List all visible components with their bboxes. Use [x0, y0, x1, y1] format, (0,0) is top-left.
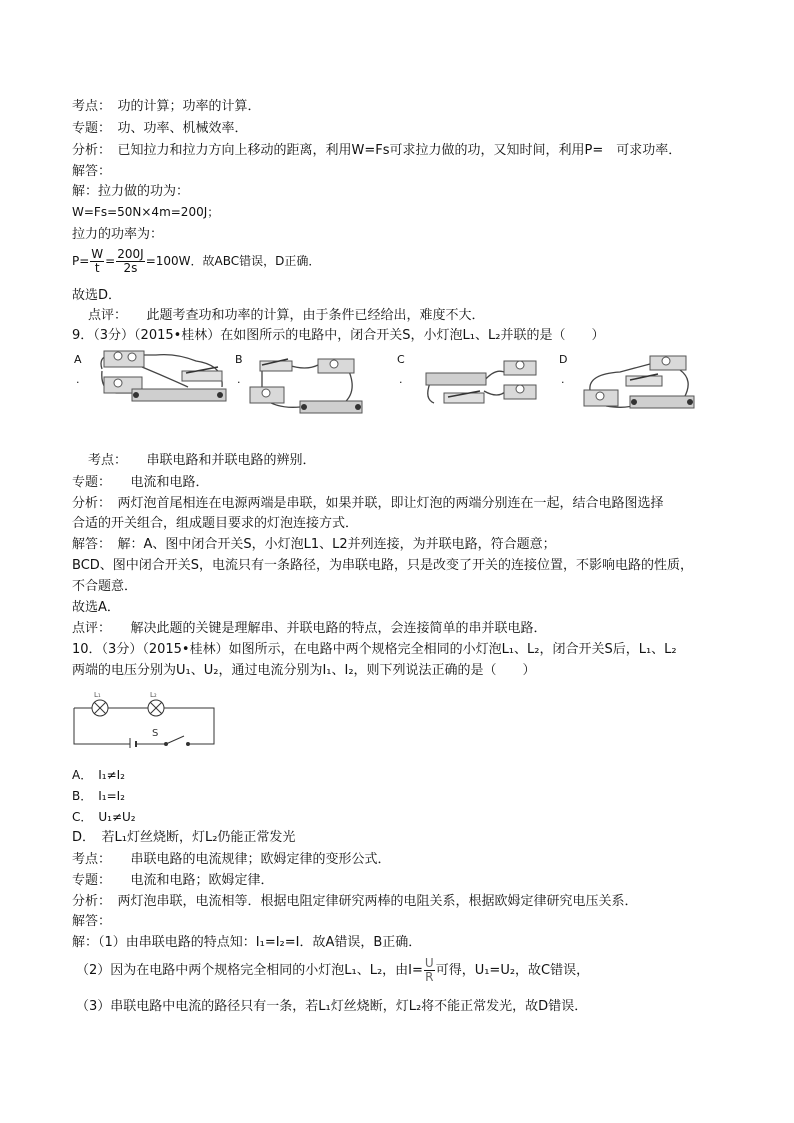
q9-option-d-dot: . [561, 373, 565, 386]
q10-kaodian: 考点： 串联电路的电流规律；欧姆定律的变形公式． [72, 852, 391, 867]
q9-jieda-line1: 解答： 解：A、图中闭合开关S，小灯泡L1、L2并列连接，为并联电路，符合题意； [72, 537, 556, 552]
q8-zhuanti: 专题： 功、功率、机械效率． [72, 121, 248, 136]
q10-option-c: C． U₁≠U₂ [72, 810, 136, 824]
q10-option-d: D． 若L₁灯丝烧断，灯L₂仍能正常发光 [72, 830, 296, 845]
q8-jieda-label: 解答： [72, 164, 112, 179]
q9-option-c-label: C [397, 353, 405, 366]
lamp-l1-icon [92, 700, 108, 716]
q9-option-b-dot: . [237, 373, 241, 386]
q9-circuit-diagram-d [580, 350, 698, 414]
q9-stem: 9．（3分）（2015•桂林）在如图所示的电路中，闭合开关S，小灯泡L₁、L₂并联的是（ ） [72, 328, 605, 343]
q10-stem-line1: 10．（3分）（2015•桂林）如图所示，在电路中两个规格完全相同的小灯泡L₁、L₂，闭合开关S后，L₁、L₂ [72, 642, 677, 657]
battery-icon [130, 738, 136, 748]
q10-step2: （2）因为在电路中两个规格完全相同的小灯泡L₁、L₂，由I= $\frac{U}{R}$ 可得，U₁=U₂，故C错误， [76, 956, 590, 984]
fraction-w-over-t: $\frac{W}{t}$ [91, 247, 104, 275]
q9-comment: 点评： 解决此题的关键是理解串、并联电路的特点，会连接简单的串并联电路． [72, 621, 547, 636]
q9-jieda-line3: 不合题意． [72, 579, 138, 594]
lamp-l2-icon [148, 700, 164, 716]
q9-circuit-diagram-c [422, 355, 538, 409]
q8-answer: 故选D． [72, 288, 122, 303]
q8-fenxi: 分析： 已知拉力和拉力方向上移动的距离，利用W=Fs可求拉力做的功，又知时间，利用P= 可求功率． [72, 143, 682, 158]
q9-fenxi-line1: 分析： 两灯泡首尾相连在电源两端是串联，如果并联，即让灯泡的两端分别连在一起，结合电路图选择 [72, 496, 664, 511]
q8-kaodian: 考点： 功的计算；功率的计算． [72, 99, 261, 114]
q10-step3: （3）串联电路中电流的路径只有一条，若L₁灯丝烧断，灯L₂将不能正常发光，故D错误． [76, 999, 588, 1014]
q9-circuit-diagram-b [248, 351, 366, 415]
q10-jieda-label: 解答： [72, 914, 112, 929]
q9-zhuanti: 专题： 电流和电路． [72, 475, 209, 490]
q9-option-a-dot: . [76, 373, 80, 386]
fraction-200j-over-2s: $\frac{200J}{2s}$ [117, 247, 144, 275]
q8-power-equation: P= $\frac{W}{t}$ = $\frac{200J}{2s}$ =100W．故ABC错误，D正确． [72, 247, 321, 275]
q10-series-circuit-diagram [70, 690, 220, 748]
q9-answer: 故选A． [72, 600, 120, 615]
q9-fenxi-line2: 合适的开关组合，组成题目要求的灯泡连接方式． [72, 516, 359, 531]
q9-jieda-line2: BCD、图中闭合开关S，电流只有一条路径，为串联电路，只是改变了开关的连接位置，不影响电路的性质， [72, 558, 694, 573]
q8-comment: 点评： 此题考查功和功率的计算，由于条件已经给出，难度不大． [88, 308, 485, 323]
switch-icon [144, 736, 190, 746]
q9-option-d-label: D [559, 353, 568, 366]
q10-option-a: A． I₁≠I₂ [72, 768, 125, 782]
q10-zhuanti: 专题： 电流和电路；欧姆定律． [72, 873, 274, 888]
q10-stem-line2: 两端的电压分别为U₁、U₂，通过电流分别为I₁、I₂，则下列说法正确的是（ ） [72, 663, 536, 678]
q10-circuit-l2-label: L₂ [150, 691, 157, 699]
q9-kaodian: 考点： 串联电路和并联电路的辨别． [88, 453, 316, 468]
q10-circuit-l1-label: L₁ [94, 691, 101, 699]
q8-work-equation: W=Fs=50N×4m=200J； [72, 205, 220, 219]
q10-circuit-s-label: S [152, 728, 159, 739]
q10-step1: 解：（1）由串联电路的特点知：I₁=I₂=I．故A错误，B正确． [72, 935, 422, 950]
q9-option-a-label: A [74, 353, 82, 366]
q10-option-b: B． I₁=I₂ [72, 789, 125, 803]
q8-solution-intro: 解：拉力做的功为： [72, 184, 190, 199]
fraction-u-over-r: $\frac{U}{R}$ [424, 956, 434, 984]
q9-circuit-diagram-a [96, 347, 230, 405]
q9-option-c-dot: . [399, 373, 403, 386]
q8-power-label: 拉力的功率为： [72, 227, 164, 242]
q9-option-b-label: B [235, 353, 243, 366]
q10-fenxi: 分析： 两灯泡串联，电流相等．根据电阻定律研究两棒的电阻关系，根据欧姆定律研究电压关系． [72, 894, 638, 909]
